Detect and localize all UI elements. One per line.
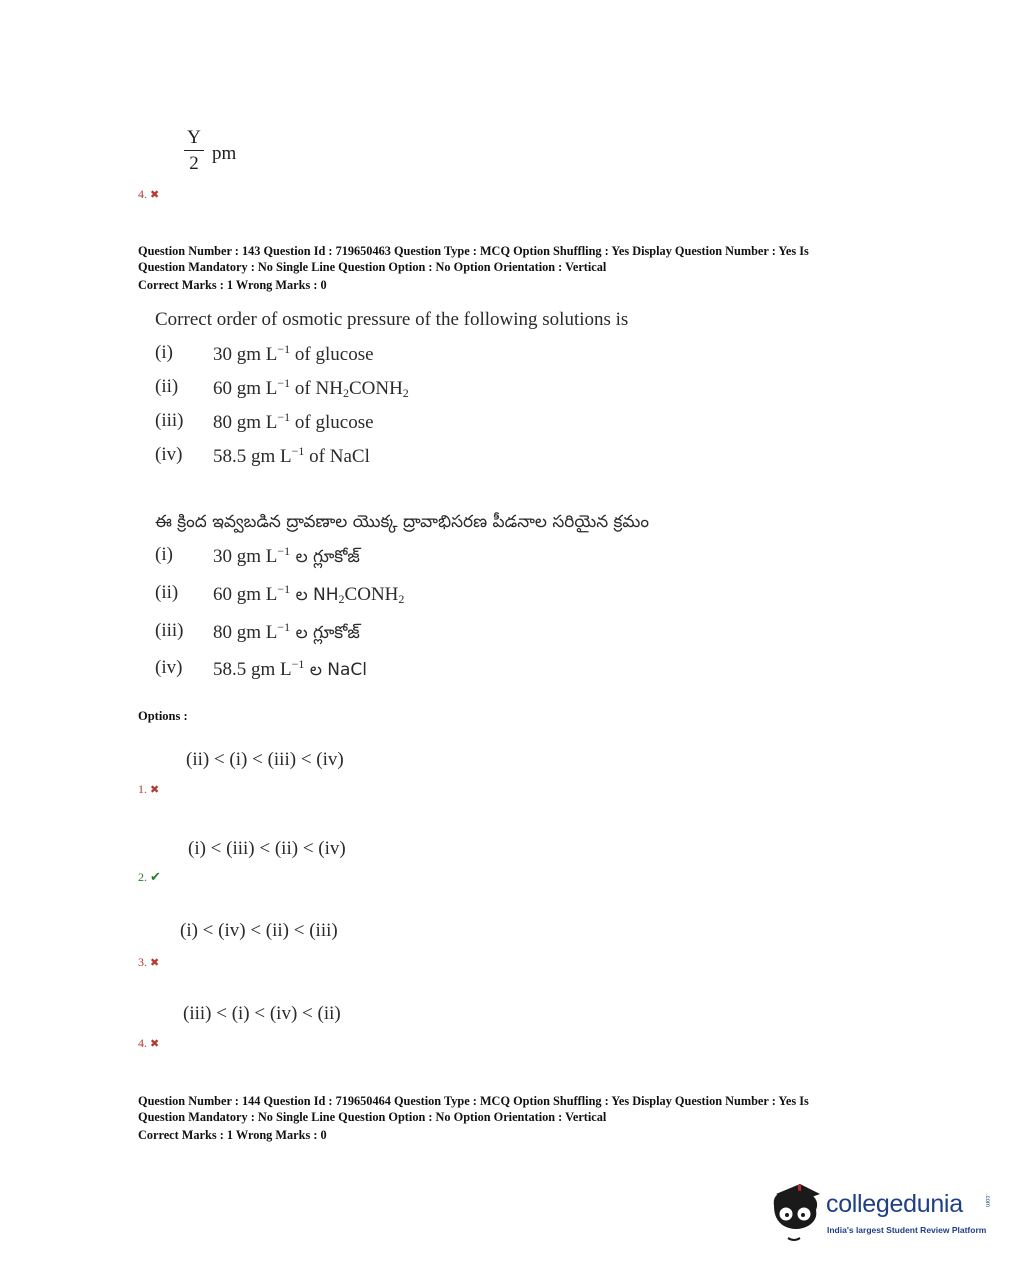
logo-tagline: India's largest Student Review Platform bbox=[827, 1225, 987, 1235]
option-4-text: (iii) < (i) < (iv) < (ii) bbox=[183, 1003, 341, 1024]
q144-meta-line1: Question Number : 144 Question Id : 719650464 Question Type : MCQ Option Shuffling : Yes Display Question Number : Yes Is bbox=[138, 1094, 809, 1108]
fraction-numerator: Y bbox=[187, 127, 201, 148]
prev-option-4-number: 4. ✖ bbox=[138, 187, 160, 201]
correct-check-icon: ✔ bbox=[150, 869, 161, 884]
option-1-number: 1. ✖ bbox=[138, 782, 160, 796]
mascot-icon bbox=[768, 1176, 826, 1246]
option-3-text: (i) < (iv) < (ii) < (iii) bbox=[180, 920, 338, 941]
fraction-denominator: 2 bbox=[189, 153, 199, 174]
option-2-text: (i) < (iii) < (ii) < (iv) bbox=[188, 838, 346, 859]
q143-meta-line1: Question Number : 143 Question Id : 719650463 Question Type : MCQ Option Shuffling : Yes Display Question Number : Yes Is bbox=[138, 244, 809, 258]
option-1-text: (ii) < (i) < (iii) < (iv) bbox=[186, 749, 344, 770]
q144-meta bbox=[138, 1093, 809, 1143]
unit-pm: pm bbox=[212, 143, 237, 164]
q143-question-english: Correct order of osmotic pressure of the following solutions is bbox=[155, 309, 629, 330]
q143-meta-line3: Correct Marks : 1 Wrong Marks : 0 bbox=[138, 278, 327, 292]
option-2-number: 2. ✔ bbox=[138, 869, 161, 884]
fraction-bar bbox=[184, 150, 204, 151]
option-4-number: 4. ✖ bbox=[138, 1036, 160, 1050]
q143-meta-line2: Question Mandatory : No Single Line Question Option : No Option Orientation : Vertical bbox=[138, 260, 607, 274]
wrong-mark-icon: ✖ bbox=[150, 784, 160, 796]
logo-dotcom: .com bbox=[984, 1194, 990, 1208]
collegedunia-logo bbox=[768, 1176, 993, 1246]
q144-meta-line3: Correct Marks : 1 Wrong Marks : 0 bbox=[138, 1128, 327, 1142]
wrong-mark-icon: ✖ bbox=[150, 189, 160, 201]
logo-wordmark: collegedunia bbox=[826, 1190, 963, 1218]
q143-question-telugu: ఈ క్రింద ఇవ్వబడిన ద్రావణాల యొక్క ద్రావాభిసరణ పీడనాల సరియైన క్రమం bbox=[155, 512, 650, 532]
wrong-mark-icon: ✖ bbox=[150, 957, 160, 969]
q143-meta bbox=[138, 243, 809, 293]
fraction-y-over-2 bbox=[183, 128, 205, 173]
wrong-mark-icon: ✖ bbox=[150, 1038, 160, 1050]
option-3-number: 3. ✖ bbox=[138, 955, 160, 969]
q144-meta-line2: Question Mandatory : No Single Line Question Option : No Option Orientation : Vertical bbox=[138, 1110, 607, 1124]
options-label: Options : bbox=[138, 709, 188, 723]
